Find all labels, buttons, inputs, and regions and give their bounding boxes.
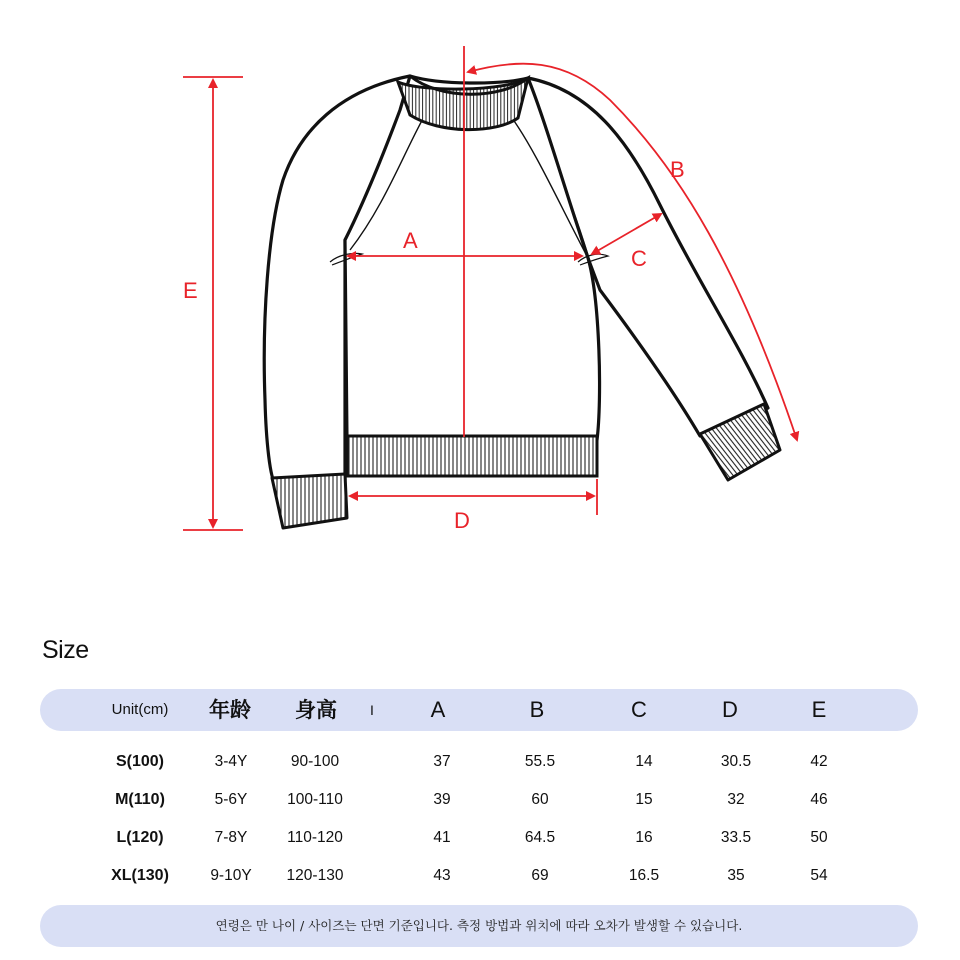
- cell-size: S(100): [115, 753, 165, 770]
- garment-outline: [264, 76, 768, 485]
- cell-d: 35: [727, 867, 745, 884]
- cell-b: 69: [531, 867, 549, 884]
- cell-e: 54: [810, 867, 828, 884]
- header-a: A: [430, 697, 446, 722]
- table-row: [0, 781, 960, 819]
- size-table-header: [40, 689, 918, 731]
- header-d: D: [722, 697, 738, 722]
- cell-size: XL(130): [111, 867, 169, 884]
- cell-height: 90-100: [290, 753, 340, 770]
- left-cuff: [272, 474, 347, 528]
- cell-size: L(120): [116, 829, 164, 846]
- cell-age: 5-6Y: [214, 791, 248, 808]
- cell-a: 37: [433, 753, 451, 770]
- cell-d: 30.5: [720, 753, 752, 770]
- cell-age: 3-4Y: [214, 753, 248, 770]
- section-title: Size: [42, 636, 89, 664]
- table-row: [0, 857, 960, 895]
- size-note: 연령은 만 나이 / 사이즈는 단면 기준입니다. 측정 방법과 위치에 따라 오차가 발생할 수 있습니다.: [40, 905, 918, 947]
- cell-e: 50: [810, 829, 828, 846]
- header-c: C: [631, 697, 647, 722]
- cell-c: 14: [635, 753, 653, 770]
- measure-label-a: A: [403, 228, 418, 253]
- cell-b: 60: [531, 791, 549, 808]
- cell-a: 39: [433, 791, 451, 808]
- cell-age: 7-8Y: [214, 829, 248, 846]
- cell-c: 15: [635, 791, 653, 808]
- cell-height: 110-120: [287, 829, 343, 846]
- cell-size: M(110): [115, 791, 165, 808]
- header-unit: Unit(cm): [111, 701, 169, 718]
- header-age: 年龄: [209, 698, 251, 722]
- measure-label-d: D: [454, 508, 470, 533]
- measure-label-b: B: [670, 157, 685, 182]
- cell-b: 64.5: [524, 829, 556, 846]
- measure-label-c: C: [631, 246, 647, 271]
- cell-height: 120-130: [286, 867, 344, 884]
- cell-e: 46: [810, 791, 828, 808]
- header-e: E: [811, 697, 827, 722]
- cell-c: 16.5: [628, 867, 660, 884]
- header-b: B: [529, 697, 545, 722]
- hem-rib: [347, 436, 597, 476]
- cell-c: 16: [635, 829, 653, 846]
- cell-a: 43: [433, 867, 451, 884]
- table-row: [0, 743, 960, 781]
- table-row: [0, 819, 960, 857]
- cell-age: 9-10Y: [210, 867, 252, 884]
- cell-d: 32: [727, 791, 745, 808]
- cell-height: 100-110: [287, 791, 343, 808]
- cell-a: 41: [433, 829, 451, 846]
- measure-label-e: E: [183, 278, 198, 303]
- cell-d: 33.5: [720, 829, 752, 846]
- header-height: 身高: [295, 698, 337, 722]
- cell-b: 55.5: [524, 753, 556, 770]
- cell-e: 42: [810, 753, 828, 770]
- header-separator: I: [370, 702, 374, 718]
